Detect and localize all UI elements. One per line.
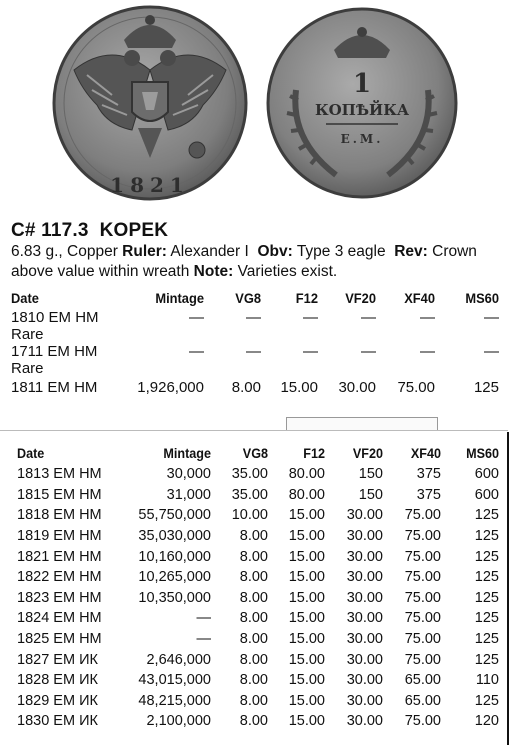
cell-date: 1810 EM HM Rare	[11, 309, 99, 343]
cell-date: 1822 EM HM	[17, 569, 102, 586]
cell-f12: —	[303, 309, 318, 326]
cell-ms60: 125	[473, 378, 499, 396]
reverse-word: КОПѢЙКА	[314, 101, 410, 119]
cell-vf20: 30.00	[346, 651, 383, 668]
cell-date: 1818 EM HM	[17, 507, 102, 524]
cell-vg8: 8.00	[239, 610, 268, 627]
col-header-ms60: MS60	[466, 445, 499, 461]
cell-mintage: 1,926,000	[137, 378, 204, 396]
cell-mintage: 2,100,000	[146, 713, 211, 730]
catalog-number: C# 117.3	[11, 220, 89, 241]
cell-ms60: —	[484, 343, 499, 360]
cell-ms60: —	[484, 309, 499, 326]
cell-vf20: 30.00	[346, 569, 383, 586]
cell-vg8: 35.00	[231, 466, 268, 483]
cell-date: 1825 EM HM	[17, 631, 102, 648]
cell-mintage: —	[189, 309, 204, 326]
table-row	[17, 505, 499, 526]
cell-vg8: 8.00	[239, 569, 268, 586]
cell-vf20: 30.00	[346, 692, 383, 709]
table-row	[17, 588, 499, 609]
cell-ms60: 125	[474, 507, 499, 524]
cell-mintage: 2,646,000	[146, 651, 211, 668]
col-header-vg8: VG8	[242, 445, 268, 461]
cell-xf40: 75.00	[404, 548, 441, 565]
cell-vg8: 35.00	[231, 486, 268, 503]
col-header-ms60: MS60	[465, 290, 499, 306]
cell-mintage: —	[196, 631, 211, 648]
denomination: KOPEK	[99, 220, 169, 241]
col-header-date: Date	[11, 290, 39, 306]
table-header-row	[17, 442, 499, 464]
table-row	[11, 377, 499, 398]
cell-ms60: 125	[474, 692, 499, 709]
cell-vg8: 8.00	[239, 528, 268, 545]
mintage-table-2	[17, 442, 499, 732]
table-row	[17, 691, 499, 712]
cell-date: 1819 EM HM	[17, 528, 102, 545]
cell-mintage: 10,350,000	[138, 589, 211, 606]
cell-f12: 15.00	[288, 672, 325, 689]
cell-xf40: 75.00	[404, 713, 441, 730]
cell-xf40: 375	[416, 486, 441, 503]
mintage-table-1	[11, 287, 499, 398]
col-header-mintage: Mintage	[155, 290, 204, 306]
cell-date: 1813 EM HM	[17, 466, 102, 483]
table-header-row	[11, 287, 499, 309]
cell-xf40: 75.00	[404, 528, 441, 545]
cell-date: 1821 EM HM	[17, 548, 102, 565]
cell-vf20: —	[361, 343, 376, 360]
reverse-mint: Е.М.	[340, 132, 384, 146]
cell-vf20: 30.00	[346, 548, 383, 565]
cell-mintage: —	[189, 343, 204, 360]
cell-mintage: 10,265,000	[138, 569, 211, 586]
cell-ms60: 600	[474, 486, 499, 503]
col-header-f12: F12	[295, 290, 318, 306]
cell-vf20: —	[361, 309, 376, 326]
cell-xf40: 75.00	[404, 631, 441, 648]
table-row	[17, 567, 499, 588]
cell-ms60: 125	[474, 569, 499, 586]
cell-f12: 15.00	[288, 610, 325, 627]
table-row	[11, 343, 499, 377]
cell-f12: 15.00	[288, 631, 325, 648]
cell-vg8: 10.00	[231, 507, 268, 524]
cell-vf20: 30.00	[346, 610, 383, 627]
cell-f12: 15.00	[288, 692, 325, 709]
col-header-vf20: VF20	[345, 290, 376, 306]
table-row	[11, 309, 499, 343]
cell-ms60: 125	[474, 548, 499, 565]
col-header-mintage: Mintage	[163, 445, 211, 461]
cell-mintage: 35,030,000	[138, 528, 211, 545]
cell-mintage: 31,000	[166, 486, 211, 503]
table-row	[17, 546, 499, 567]
ruler-value: Alexander I	[170, 243, 249, 260]
cell-vg8: 8.00	[239, 692, 268, 709]
col-header-date: Date	[17, 445, 45, 461]
cell-f12: 80.00	[288, 466, 325, 483]
cell-f12: 15.00	[288, 651, 325, 668]
table-row	[17, 608, 499, 629]
cell-ms60: 110	[475, 672, 499, 689]
cell-mintage: 30,000	[166, 466, 211, 483]
cell-mintage: 48,215,000	[138, 692, 211, 709]
cell-vg8: —	[246, 309, 261, 326]
cell-vf20: 30.00	[346, 507, 383, 524]
cell-mintage: 10,160,000	[138, 548, 211, 565]
rev-value: Crown above value within wreath	[11, 243, 477, 280]
col-header-xf40: XF40	[404, 290, 435, 306]
cell-mintage: 43,015,000	[138, 672, 211, 689]
overlay-stamp	[286, 417, 438, 431]
table-row	[17, 711, 499, 732]
cell-xf40: —	[420, 309, 435, 326]
cell-date: 1829 EM ИК	[17, 692, 98, 709]
cell-vg8: 8.00	[239, 631, 268, 648]
cell-date: 1711 EM HM Rare	[11, 343, 98, 377]
cell-xf40: 65.00	[404, 672, 441, 689]
cell-date: 1827 EM ИК	[17, 651, 98, 668]
cell-vg8: 8.00	[239, 548, 268, 565]
cell-f12: 15.00	[288, 569, 325, 586]
cell-vf20: 30.00	[346, 528, 383, 545]
rev-label: Rev:	[394, 243, 428, 260]
cell-vg8: 8.00	[239, 672, 268, 689]
cell-vf20: 30.00	[346, 713, 383, 730]
cell-f12: 15.00	[288, 589, 325, 606]
cell-ms60: 125	[474, 631, 499, 648]
cell-ms60: 600	[474, 466, 499, 483]
table-row	[17, 485, 499, 506]
obverse-year: 1821	[110, 173, 190, 197]
cell-date: 1828 EM ИК	[17, 672, 98, 689]
cell-vf20: 150	[358, 466, 383, 483]
ruler-label: Ruler:	[122, 243, 167, 260]
cell-date: 1811 EM HM	[11, 378, 98, 396]
col-header-xf40: XF40	[410, 445, 441, 461]
cell-xf40: 75.00	[404, 569, 441, 586]
cell-vf20: 30.00	[346, 631, 383, 648]
cell-vg8: —	[246, 343, 261, 360]
cell-xf40: 75.00	[404, 610, 441, 627]
cell-f12: 15.00	[288, 548, 325, 565]
cell-f12: 15.00	[280, 378, 318, 396]
cell-vf20: 30.00	[338, 378, 376, 396]
note-value: Varieties exist.	[237, 263, 338, 280]
cell-ms60: 125	[474, 528, 499, 545]
table-row	[17, 526, 499, 547]
cell-xf40: 75.00	[404, 507, 441, 524]
cell-xf40: 75.00	[397, 378, 435, 396]
cell-xf40: 375	[416, 466, 441, 483]
cell-vg8: 8.00	[239, 651, 268, 668]
weight-metal: 6.83 g., Copper	[11, 243, 118, 260]
coin-heading	[11, 220, 168, 242]
note-label: Note:	[193, 263, 234, 280]
cell-vf20: 30.00	[346, 589, 383, 606]
coin-images	[0, 0, 512, 215]
cell-f12: 15.00	[288, 528, 325, 545]
cell-vg8: 8.00	[231, 378, 261, 396]
cell-date: 1823 EM HM	[17, 589, 102, 606]
cell-f12: —	[303, 343, 318, 360]
cell-vf20: 150	[358, 486, 383, 503]
cell-ms60: 125	[474, 651, 499, 668]
cell-mintage: —	[196, 610, 211, 627]
cell-f12: 80.00	[288, 486, 325, 503]
cell-date: 1824 EM HM	[17, 610, 102, 627]
cell-xf40: 75.00	[404, 651, 441, 668]
cell-xf40: 75.00	[404, 589, 441, 606]
cell-mintage: 55,750,000	[138, 507, 211, 524]
table-row	[17, 629, 499, 650]
cell-xf40: 65.00	[404, 692, 441, 709]
cell-xf40: —	[420, 343, 435, 360]
table-row	[17, 670, 499, 691]
reverse-value: 1	[352, 69, 372, 99]
cell-ms60: 125	[474, 610, 499, 627]
col-header-f12: F12	[303, 445, 325, 461]
cell-date: 1830 EM ИК	[17, 713, 98, 730]
cell-f12: 15.00	[288, 507, 325, 524]
cell-f12: 15.00	[288, 713, 325, 730]
cell-ms60: 125	[474, 589, 499, 606]
obv-value: Type 3 eagle	[296, 243, 386, 260]
cell-vf20: 30.00	[346, 672, 383, 689]
coin-description	[11, 242, 506, 282]
table-row	[17, 649, 499, 670]
table-row	[17, 464, 499, 485]
cell-ms60: 120	[474, 713, 499, 730]
obv-label: Obv:	[257, 243, 293, 260]
cell-date: 1815 EM HM	[17, 486, 102, 503]
obverse-coin-image	[52, 0, 248, 205]
col-header-vf20: VF20	[352, 445, 383, 461]
page-edge-line	[507, 432, 509, 745]
cell-vg8: 8.00	[239, 713, 268, 730]
cell-vg8: 8.00	[239, 589, 268, 606]
section-divider	[0, 430, 508, 431]
reverse-coin-image	[266, 0, 458, 205]
col-header-vg8: VG8	[235, 290, 261, 306]
